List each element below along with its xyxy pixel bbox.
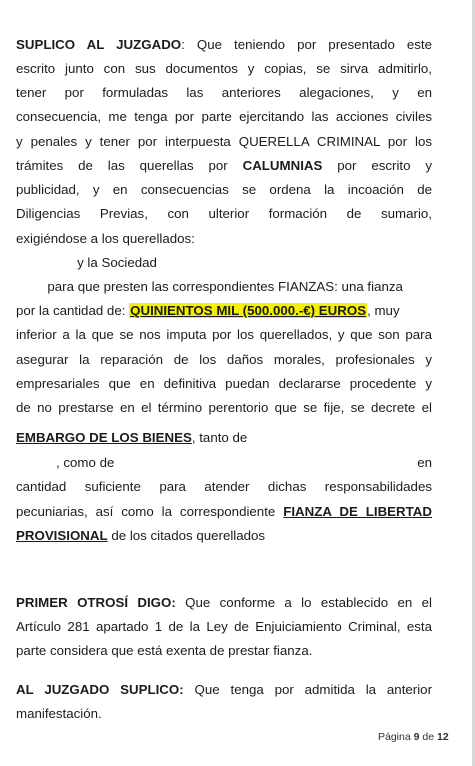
redacted-name (201, 232, 411, 246)
redacted-company (120, 456, 390, 470)
suplico-line-5: y penales y tener por interpuesta QUERELLA CRIMINAL por los (16, 134, 432, 149)
text-span: en (417, 455, 432, 470)
suplico-line-9 (16, 227, 432, 251)
suplico-line-10 (16, 251, 432, 275)
highlighted-amount: QUINIENTOS MIL (500.000.-€) EUROS (130, 303, 367, 318)
suplico-line-11 (16, 275, 432, 299)
otrosi-line-1 (16, 591, 432, 615)
text-span: trámites de las querellas por (16, 158, 228, 173)
redacted-company (165, 256, 415, 270)
redacted-name (257, 431, 407, 445)
page-current: 9 (413, 731, 420, 743)
suplico-line-21 (16, 524, 432, 548)
suplico-line-12 (16, 299, 432, 323)
text-span: , como de (56, 455, 115, 470)
suplico-line-22 (16, 548, 432, 572)
redacted-name (16, 553, 266, 567)
suplico-line-19: cantidad suficiente para atender dichas responsabilidades (16, 479, 432, 494)
text-span: Que conforme a lo establecido en el (185, 595, 432, 610)
text-span: , tanto de (191, 430, 248, 445)
text-span: para que presten las correspondientes FIANZAS: una fianza (47, 279, 403, 294)
al-juzgado-line-2: manifestación. (16, 706, 102, 721)
redacted-name (16, 256, 66, 270)
suplico-line-7: publicidad, y en consecuencias se ordena la incoación de (16, 182, 432, 197)
al-juzgado-line-1 (16, 678, 432, 702)
otrosi-line-3: parte considera que está exenta de prestar fianza. (16, 643, 313, 658)
suplico-line-18 (16, 451, 432, 475)
suplico-text: : Que teniendo por presentado este (181, 37, 432, 52)
redacted-name (271, 529, 416, 543)
suplico-line-16: de no prestarse en el término perentorio que se fije, se decrete el (16, 400, 432, 415)
provisional-heading: PROVISIONAL (16, 528, 108, 543)
embargo-heading: EMBARGO DE LOS BIENES (16, 430, 192, 445)
suplico-line-2: escrito junto con sus documentos y copias, se sirva admitirlo, (16, 61, 432, 76)
text-span: de los citados querellados (111, 528, 266, 543)
suplico-line-14: asegurar la reparación de los daños morales, profesionales y (16, 352, 432, 367)
suplico-line-17 (16, 426, 432, 450)
redacted-company (16, 280, 40, 294)
page-label: Página (378, 731, 411, 743)
text-span: exigiéndose a los querellados: (16, 231, 195, 246)
suplico-heading: SUPLICO AL JUZGADO (16, 37, 182, 52)
text-span: Que tenga por admitida la anterior (194, 682, 432, 697)
text-span: por la cantidad de: (16, 303, 126, 318)
calumnias-text: CALUMNIAS (242, 158, 323, 173)
text-span: por escrito y (337, 158, 433, 173)
otrosi-heading: PRIMER OTROSÍ DIGO: (16, 595, 176, 610)
page-total: 12 (437, 731, 449, 743)
al-juzgado-heading: AL JUZGADO SUPLICO: (16, 682, 184, 697)
page-number (378, 731, 449, 743)
suplico-line-6 (16, 154, 432, 178)
suplico-line-13: inferior a la que se nos imputa por los querellados, y que son para (16, 327, 432, 342)
fianza-heading: FIANZA DE LIBERTAD (283, 504, 432, 519)
suplico-line-20 (16, 500, 432, 524)
suplico-line-1 (16, 33, 432, 57)
otrosi-line-2: Artículo 281 apartado 1 de la Ley de Enjuiciamiento Criminal, esta (16, 619, 432, 634)
text-span: , muy (367, 303, 400, 318)
suplico-line-15: empresariales que en definitiva puedan declararse procedente y (16, 376, 432, 391)
redacted-name (16, 456, 56, 470)
suplico-line-3: tener por formuladas las anteriores alegaciones, y en (16, 85, 432, 100)
page-sep: de (422, 731, 435, 743)
suplico-line-4: consecuencia, me tenga por parte ejercitando las acciones civiles (16, 109, 432, 124)
suplico-line-8: Diligencias Previas, con ulterior formación de sumario, (16, 206, 432, 221)
text-span: pecuniarias, así como la correspondiente (16, 504, 276, 519)
text-span: y la Sociedad (77, 255, 157, 270)
